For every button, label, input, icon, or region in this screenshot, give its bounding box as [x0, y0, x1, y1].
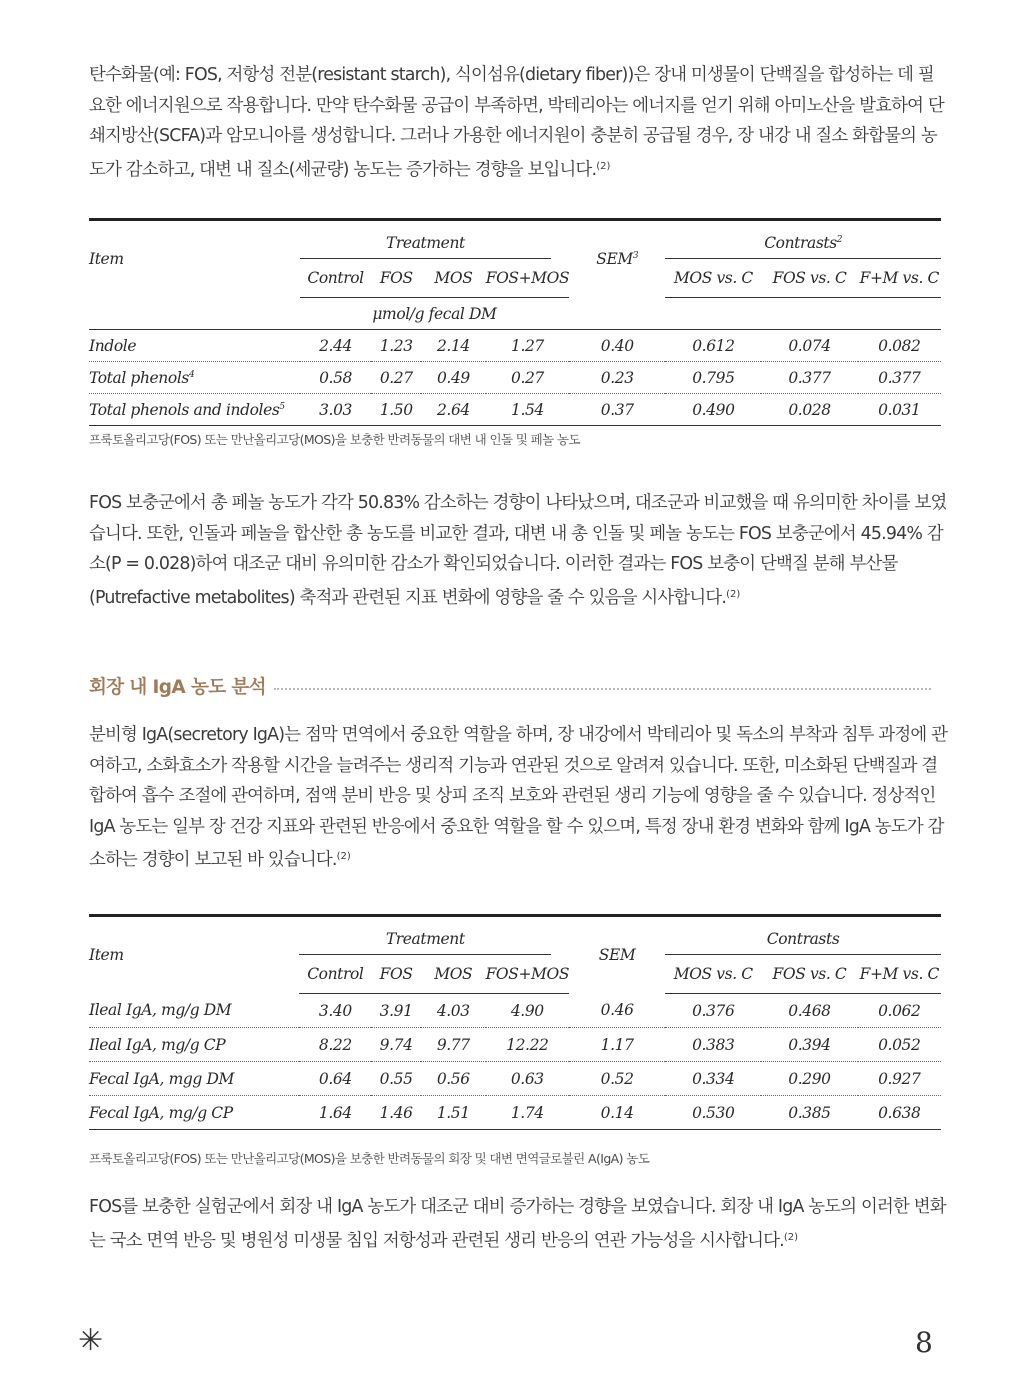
treatment-value: 4.90: [486, 994, 569, 1028]
treatment-value: 2.14: [421, 330, 486, 362]
phenol-result-paragraph: FOS 보충군에서 총 페놀 농도가 각각 50.83% 감소하는 경향이 나타났으며, 대조군과 비교했을 때 유의미한 차이를 보였습니다. 또한, 인돌과 페놀을 합산한 총 농도를 비교한 결과, 대변 내 총 인돌 및 페놀 농도는 FOS 보충군에서 45.94% 감소(P = 0.028)하여 대조군 대비 유의미한 감소가 확인되었습니다. 이러한 결과는 FOS 보충이 단백질 분해 부산물(Putrefactive metabolites) 축적과 관련된 지표 변화에 영향을 줄 수 있음을 시사합니다.$^{(2)}$: [89, 493, 947, 608]
col-fm-vs-c: F+M vs. C: [858, 955, 941, 994]
row-item-text: Ileal IgA, mg/g DM: [89, 1001, 232, 1020]
treatment-value: 1.64: [299, 1096, 371, 1130]
row-item-label: [89, 1062, 299, 1096]
contrast-value: 0.927: [858, 1062, 941, 1096]
contrast-value: 0.052: [858, 1028, 941, 1062]
sem-value: 0.37: [569, 394, 665, 426]
col-fos-vs-c: FOS vs. C: [761, 259, 857, 298]
treatment-value: 1.50: [371, 394, 421, 426]
col-fos-mos: FOS+MOS: [486, 955, 569, 994]
col-fos: FOS: [371, 259, 421, 298]
contrast-value: 0.468: [761, 994, 857, 1028]
reference-marker: (2): [336, 851, 351, 862]
contrast-value: 0.377: [858, 362, 941, 394]
table-row: [89, 330, 941, 362]
row-item-text: Fecal IgA, mgg DM: [89, 1069, 234, 1088]
table-row: [89, 1096, 941, 1130]
treatment-value: 4.03: [421, 994, 486, 1028]
row-item-label: [89, 994, 299, 1028]
contrast-value: 0.377: [761, 362, 857, 394]
treatment-header: Treatment: [299, 930, 551, 955]
table-row: [89, 1028, 941, 1062]
sem-header: SEM$^3$: [596, 250, 639, 269]
treatment-value: 9.77: [421, 1028, 486, 1062]
col-mos-vs-c: MOS vs. C: [665, 259, 761, 298]
row-item-label: [89, 330, 300, 362]
treatment-value: 12.22: [486, 1028, 569, 1062]
item-header: Item: [89, 250, 124, 269]
contrast-value: 0.062: [858, 994, 941, 1028]
intro-paragraph: 탄수화물(예: FOS, 저항성 전분(resistant starch), 식이섬유(dietary fiber))은 장내 미생물이 단백질을 합성하는 데 필요한 에너지원으로 작용합니다. 만약 탄수화물 공급이 부족하면, 박테리아는 에너지를 얻기 위해 아미노산을 발효하여 단쇄지방산(SCFA)과 암모니아를 생성합니다. 그러나 가용한 에너지원이 충분히 공급될 경우, 장 내강 내 질소 화합물의 농도가 감소하고, 대변 내 질소(세균량) 농도는 증가하는 경향을 보입니다.$^{(2)}$: [89, 65, 944, 180]
treatment-value: 0.55: [371, 1062, 421, 1096]
treatment-value: 0.49: [421, 362, 486, 394]
treatment-value: 2.64: [421, 394, 486, 426]
table-row: [89, 1062, 941, 1096]
footnote-marker: 5: [279, 401, 285, 412]
treatment-value: 2.44: [300, 330, 372, 362]
contrast-value: 0.334: [665, 1062, 761, 1096]
dotted-leader: [274, 688, 931, 690]
treatment-value: 1.74: [486, 1096, 569, 1130]
treatment-value: 1.54: [486, 394, 569, 426]
col-control: Control: [299, 955, 371, 994]
col-mos: MOS: [421, 955, 486, 994]
contrast-value: 0.290: [761, 1062, 857, 1096]
indole-phenol-table: [89, 218, 941, 426]
row-item-text: Total phenols and indoles: [89, 400, 280, 419]
reference-marker: (2): [783, 1231, 799, 1243]
treatment-value: 0.27: [371, 362, 421, 394]
row-item-label: [89, 394, 300, 426]
treatment-value: 1.51: [421, 1096, 486, 1130]
sem-value: 0.23: [569, 362, 665, 394]
treatment-header: Treatment: [300, 234, 552, 259]
contrast-value: 0.383: [665, 1028, 761, 1062]
row-item-text: Ileal IgA, mg/g CP: [89, 1035, 226, 1054]
col-fos: FOS: [371, 955, 421, 994]
contrast-value: 0.394: [761, 1028, 857, 1062]
sem-value: 0.14: [569, 1096, 665, 1130]
treatment-value: 0.63: [486, 1062, 569, 1096]
treatment-value: 3.91: [371, 994, 421, 1028]
treatment-value: 3.40: [299, 994, 371, 1028]
contrast-value: 0.638: [858, 1096, 941, 1130]
row-item-label: [89, 1028, 299, 1062]
contrasts-header: Contrasts: [665, 930, 941, 955]
contrast-value: 0.795: [665, 362, 761, 394]
col-mos-vs-c: MOS vs. C: [665, 955, 761, 994]
contrast-value: 0.082: [858, 330, 941, 362]
page-number: 8: [915, 1326, 933, 1359]
row-item-text: Fecal IgA, mg/g CP: [89, 1103, 233, 1122]
table-row: [89, 362, 941, 394]
sem-value: 0.40: [569, 330, 665, 362]
contrast-value: 0.028: [761, 394, 857, 426]
table-row: [89, 994, 941, 1028]
sem-header: SEM: [598, 946, 636, 965]
row-item-text: Indole: [89, 336, 137, 355]
treatment-value: 3.03: [300, 394, 372, 426]
col-fos-mos: FOS+MOS: [486, 259, 569, 298]
section-heading: [89, 671, 931, 701]
treatment-value: 0.27: [486, 362, 569, 394]
conclusion-paragraph: FOS를 보충한 실험군에서 회장 내 IgA 농도가 대조군 대비 증가하는 경향을 보였습니다. 회장 내 IgA 농도의 이러한 변화는 국소 면역 반응 및 병원성 미생물 침입 저항성과 관련된 생리 반응의 연관 가능성을 시사합니다.$^{(2)}$: [89, 1197, 946, 1251]
section-title: 회장 내 IgA 농도 분석: [89, 677, 266, 698]
treatment-value: 8.22: [299, 1028, 371, 1062]
contrast-value: 0.490: [665, 394, 761, 426]
treatment-value: 0.58: [300, 362, 372, 394]
treatment-value: 1.27: [486, 330, 569, 362]
col-fos-vs-c: FOS vs. C: [761, 955, 857, 994]
reference-marker: (2): [726, 588, 741, 600]
asterisk-ornament-icon: ✳: [78, 1323, 104, 1358]
table2-caption: 프룩토올리고당(FOS) 또는 만난올리고당(MOS)을 보충한 반려동물의 회장 및 대변 면역글로불린 A(IgA) 농도: [89, 1151, 650, 1166]
contrast-value: 0.530: [665, 1096, 761, 1130]
iga-paragraph: 분비형 IgA(secretory IgA)는 점막 면역에서 중요한 역할을 하며, 장 내강에서 박테리아 및 독소의 부착과 침투 과정에 관여하고, 소화효소가 작용할 시간을 늘려주는 생리적 기능과 연관된 것으로 알려져 있습니다. 또한, 미소화된 단백질과 결합하여 흡수 조절에 관여하며, 점액 분비 반응 및 상피 조직 보호와 관련된 생리 기능에 영향을 줄 수 있습니다. 정상적인 IgA 농도는 일부 장 건강 지표와 관련된 반응에서 중요한 역할을 할 수 있으며, 특정 장내 환경 변화와 함께 IgA 농도가 감소하는 경향이 보고된 바 있습니다.$^{(2)}$: [89, 725, 948, 870]
treatment-value: 0.64: [299, 1062, 371, 1096]
row-item-text: Total phenols: [89, 368, 189, 387]
sem-value: 1.17: [569, 1028, 665, 1062]
row-item-label: [89, 362, 300, 394]
contrast-value: 0.074: [761, 330, 857, 362]
treatment-value: 1.46: [371, 1096, 421, 1130]
table-row: [89, 394, 941, 426]
contrasts-header: Contrasts$^2$: [665, 234, 941, 259]
treatment-value: 1.23: [371, 330, 421, 362]
iga-table: [89, 914, 941, 1130]
row-item-label: [89, 1096, 299, 1130]
col-fm-vs-c: F+M vs. C: [858, 259, 941, 298]
contrast-value: 0.612: [665, 330, 761, 362]
col-control: Control: [300, 259, 372, 298]
col-mos: MOS: [421, 259, 486, 298]
sem-value: 0.46: [569, 994, 665, 1028]
unit-label: μmol/g fecal DM: [300, 298, 570, 330]
contrast-value: 0.031: [858, 394, 941, 426]
reference-marker: (2): [596, 160, 611, 172]
treatment-value: 9.74: [371, 1028, 421, 1062]
item-header: Item: [89, 946, 124, 965]
contrast-value: 0.385: [761, 1096, 857, 1130]
treatment-value: 0.56: [421, 1062, 486, 1096]
sem-value: 0.52: [569, 1062, 665, 1096]
table1-caption: 프룩토올리고당(FOS) 또는 만난올리고당(MOS)을 보충한 반려동물의 대변 내 인돌 및 페놀 농도: [89, 432, 580, 447]
contrast-value: 0.376: [665, 994, 761, 1028]
footnote-marker: 4: [188, 369, 195, 380]
